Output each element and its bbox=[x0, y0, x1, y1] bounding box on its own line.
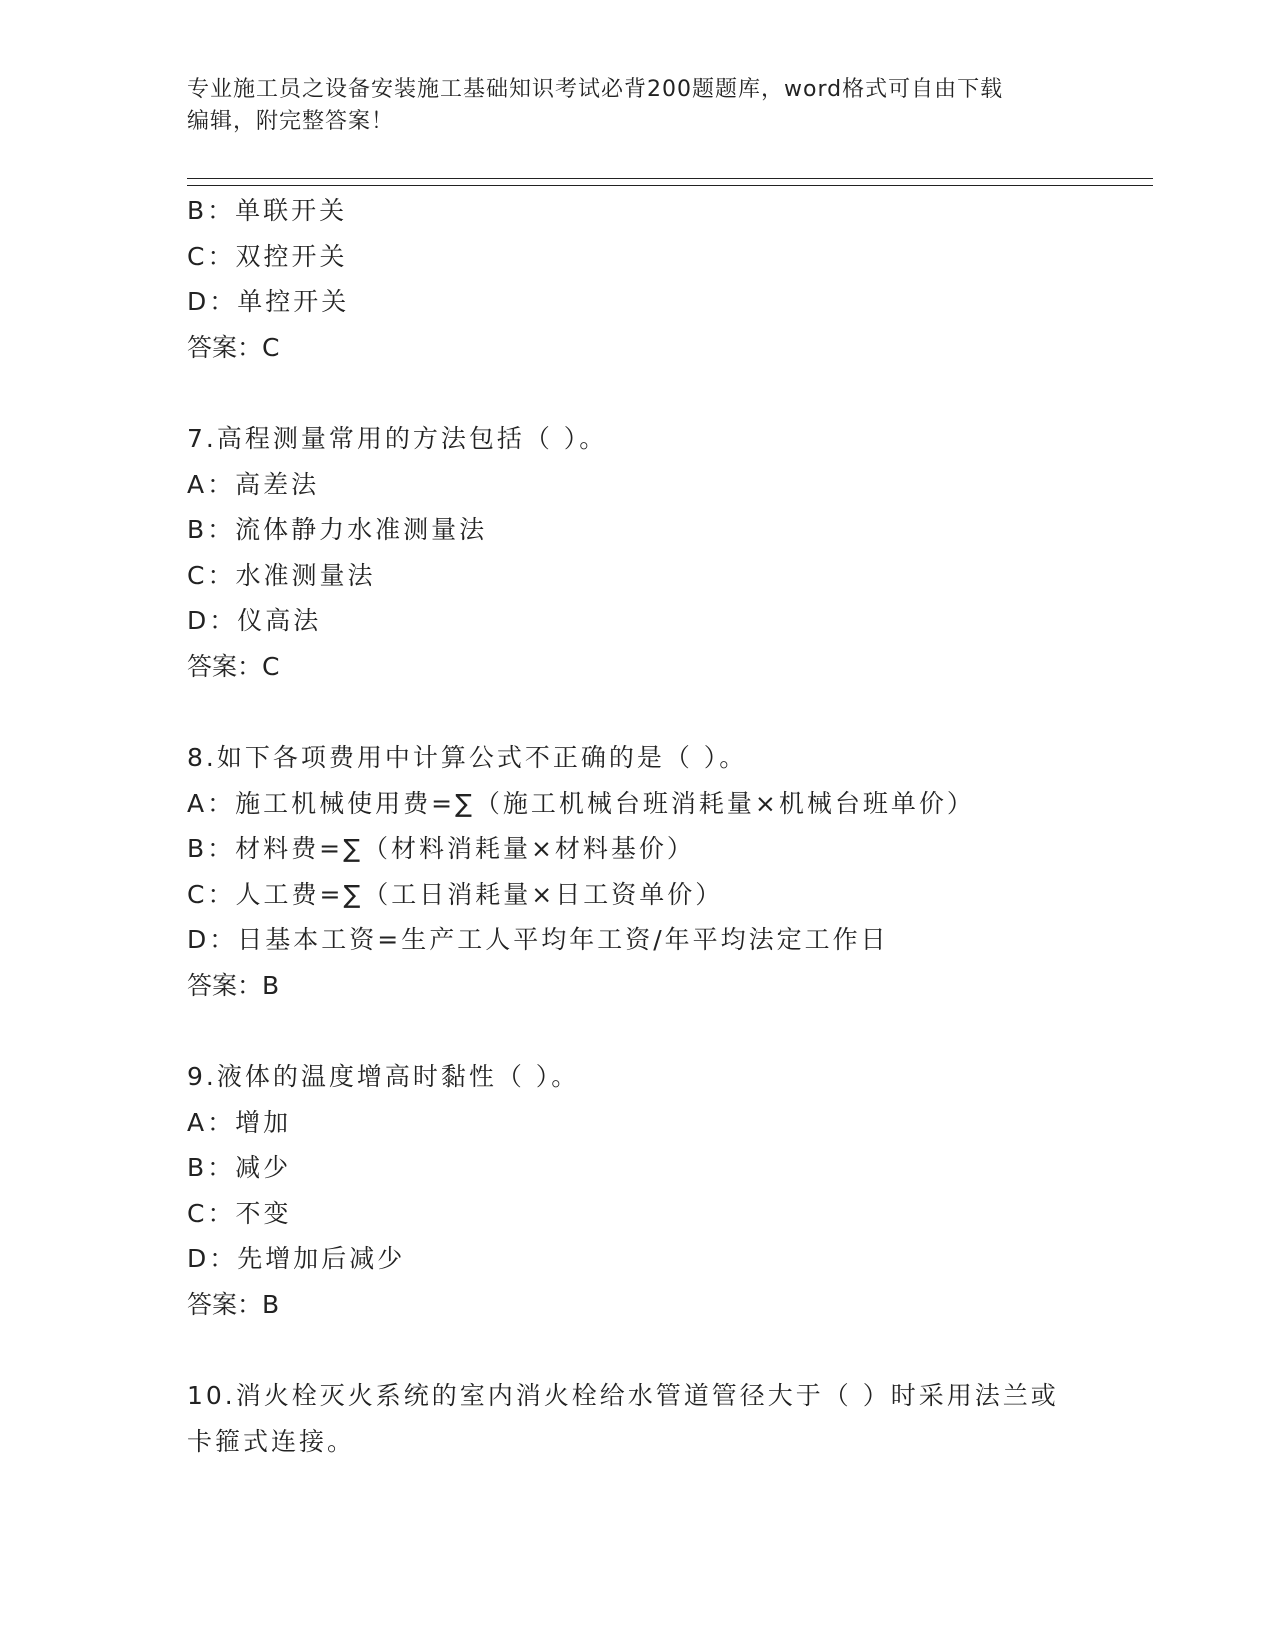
answer-line: 答案：C bbox=[187, 651, 280, 681]
answer-option: D：先增加后减少 bbox=[187, 1244, 406, 1273]
document-header bbox=[187, 74, 1087, 138]
answer-option: C：水准测量法 bbox=[187, 560, 376, 590]
answer-option: D：日基本工资=生产工人平均年工资/年平均法定工作日 bbox=[187, 925, 889, 954]
answer-option: B：单联开关 bbox=[187, 196, 348, 225]
answer-option: D：单控开关 bbox=[187, 287, 350, 316]
answer-line: 答案：C bbox=[187, 332, 280, 362]
answer-option: C：人工费=∑（工日消耗量×日工资单价） bbox=[187, 879, 724, 909]
answer-option: C：双控开关 bbox=[187, 241, 348, 271]
header-title-line-2: 编辑，附完整答案！ bbox=[187, 109, 395, 134]
answer-option: A：施工机械使用费=∑（施工机械台班消耗量×机械台班单价） bbox=[187, 788, 975, 818]
answer-option: B：减少 bbox=[187, 1153, 292, 1182]
answer-option: B：流体静力水准测量法 bbox=[187, 515, 488, 544]
answer-line: 答案：B bbox=[187, 970, 280, 1000]
spacer bbox=[187, 1327, 1087, 1373]
spacer bbox=[187, 370, 1087, 416]
answer-option: A：高差法 bbox=[187, 469, 320, 499]
question-list bbox=[187, 188, 1087, 1464]
answer-line: 答案：B bbox=[187, 1289, 280, 1319]
answer-option: C：不变 bbox=[187, 1198, 292, 1228]
question-stem: 10.消火栓灭火系统的室内消火栓给水管道管径大于（ ）时采用法兰或卡箍式连接。 bbox=[187, 1381, 1059, 1456]
spacer bbox=[187, 689, 1087, 735]
answer-option: B：材料费=∑（材料消耗量×材料基价） bbox=[187, 834, 695, 863]
header-title-line-1: 专业施工员之设备安装施工基础知识考试必背200题题库，word格式可自由下载 bbox=[187, 77, 1004, 102]
question-stem: 9.液体的温度增高时黏性（ ）。 bbox=[187, 1062, 580, 1091]
answer-option: D：仪高法 bbox=[187, 606, 322, 635]
question-stem: 8.如下各项费用中计算公式不正确的是（ ）。 bbox=[187, 743, 748, 772]
answer-option: A：增加 bbox=[187, 1107, 292, 1137]
header-divider bbox=[187, 178, 1153, 186]
spacer bbox=[187, 1008, 1087, 1054]
question-stem: 7.高程测量常用的方法包括（ ）。 bbox=[187, 424, 608, 453]
